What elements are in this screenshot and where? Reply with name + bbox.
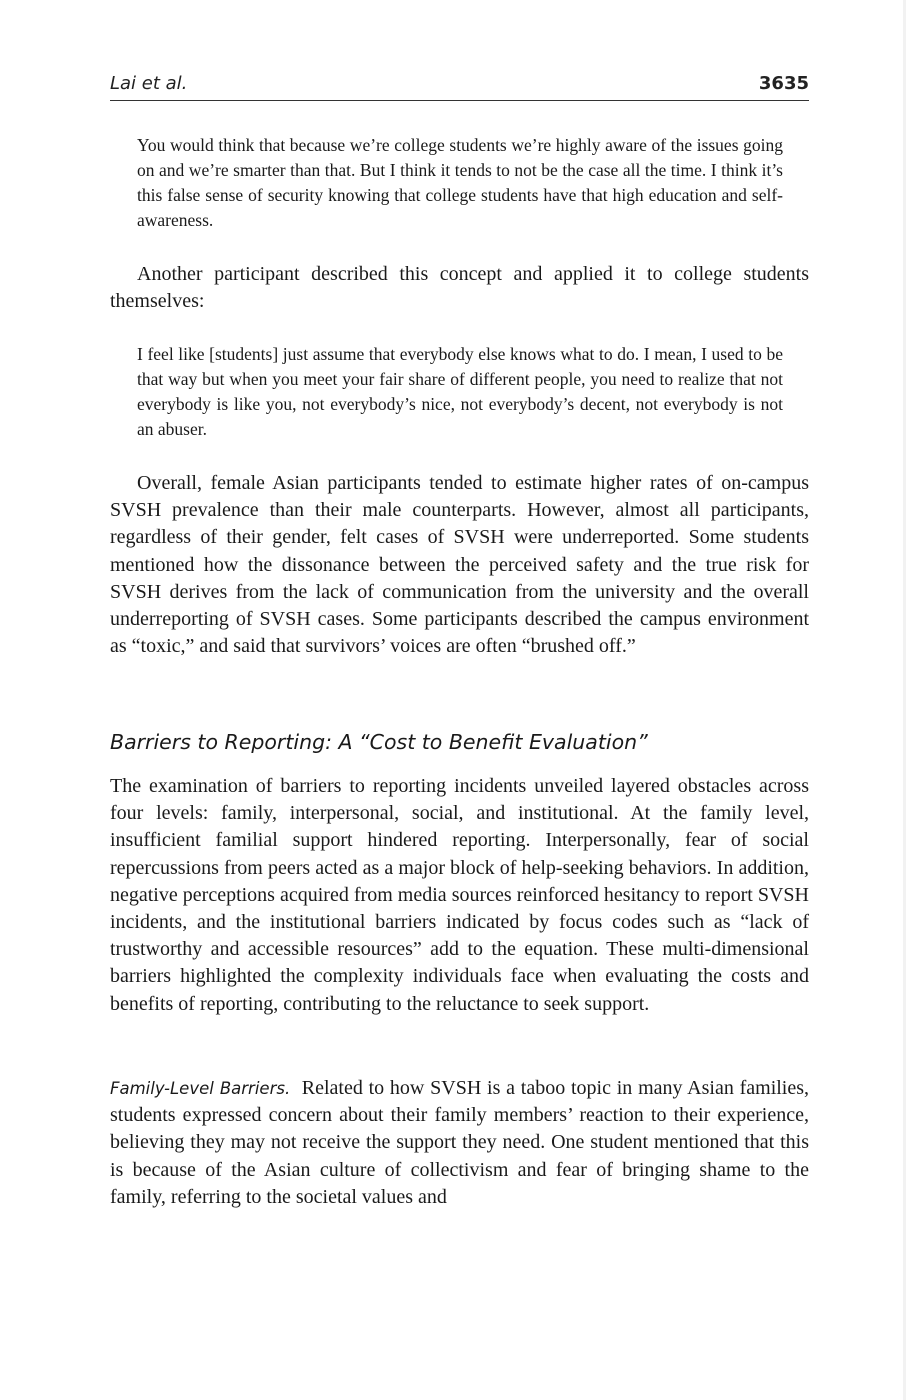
paragraph-1: Another participant described this concept and applied it to college students themselves: — [110, 263, 809, 313]
running-header — [110, 70, 809, 101]
paragraph-3: The examination of barriers to reporting incidents unveiled layered obstacles across four levels: family, interpersonal, social, and institutional. At the family level, insufficient familial support hindered reporting. Interpersonally, fear of social repercussions from peers acted as a major block of help-seeking behaviors. In addition, negative perceptions acquired from media sources reinforced hesitancy to report SVSH incidents, and the institutional barriers indicated by focus codes such as “lack of trustworthy and accessible resources” add to the equation. These multi-dimensional barriers highlighted the complexity individuals face when evaluating the costs and benefits of reporting, contributing to the reluctance to seek support. — [110, 775, 809, 1015]
running-header-author: Lai et al. — [110, 73, 188, 94]
paragraph-4 — [110, 1075, 809, 1211]
block-quote-2: I feel like [students] just assume that everybody else knows what to do. I mean, I used to be that way but when you meet your fair share of different people, you need to realize that not everybody is like you, not everybody’s nice, not everybody’s decent, not everybody is not an abuser. — [137, 344, 783, 439]
paragraph-4-text: Related to how SVSH is a taboo topic in many Asian families, students expressed concern about their family members’ reaction to their experience, believing they may not receive the support they need. One student mentioned that this is because of the Asian culture of collectivism and fear of bringing shame to the family, referring to the societal values and — [110, 1077, 810, 1208]
page-number: 3635 — [758, 73, 809, 94]
block-quote-1: You would think that because we’re college students we’re highly aware of the issues going on and we’re smarter than that. But I think it tends to not be the case all the time. I think it’s this false sense of security knowing that college students have that high education and self-awareness. — [137, 135, 783, 230]
section-heading: Barriers to Reporting: A “Cost to Benefit Evaluation” — [110, 730, 648, 754]
subsection-heading: Family-Level Barriers. — [110, 1079, 291, 1098]
paragraph-2: Overall, female Asian participants tended to estimate higher rates of on-campus SVSH prevalence than their male counterparts. However, almost all participants, regardless of their gender, felt cases of SVSH were underreported. Some students mentioned how the dissonance between the perceived safety and the true risk for SVSH derives from the lack of communication from the university and the overall underreporting of SVSH cases. Some participants described the campus environment as “toxic,” and said that survivors’ voices are often “brushed off.” — [110, 472, 809, 658]
